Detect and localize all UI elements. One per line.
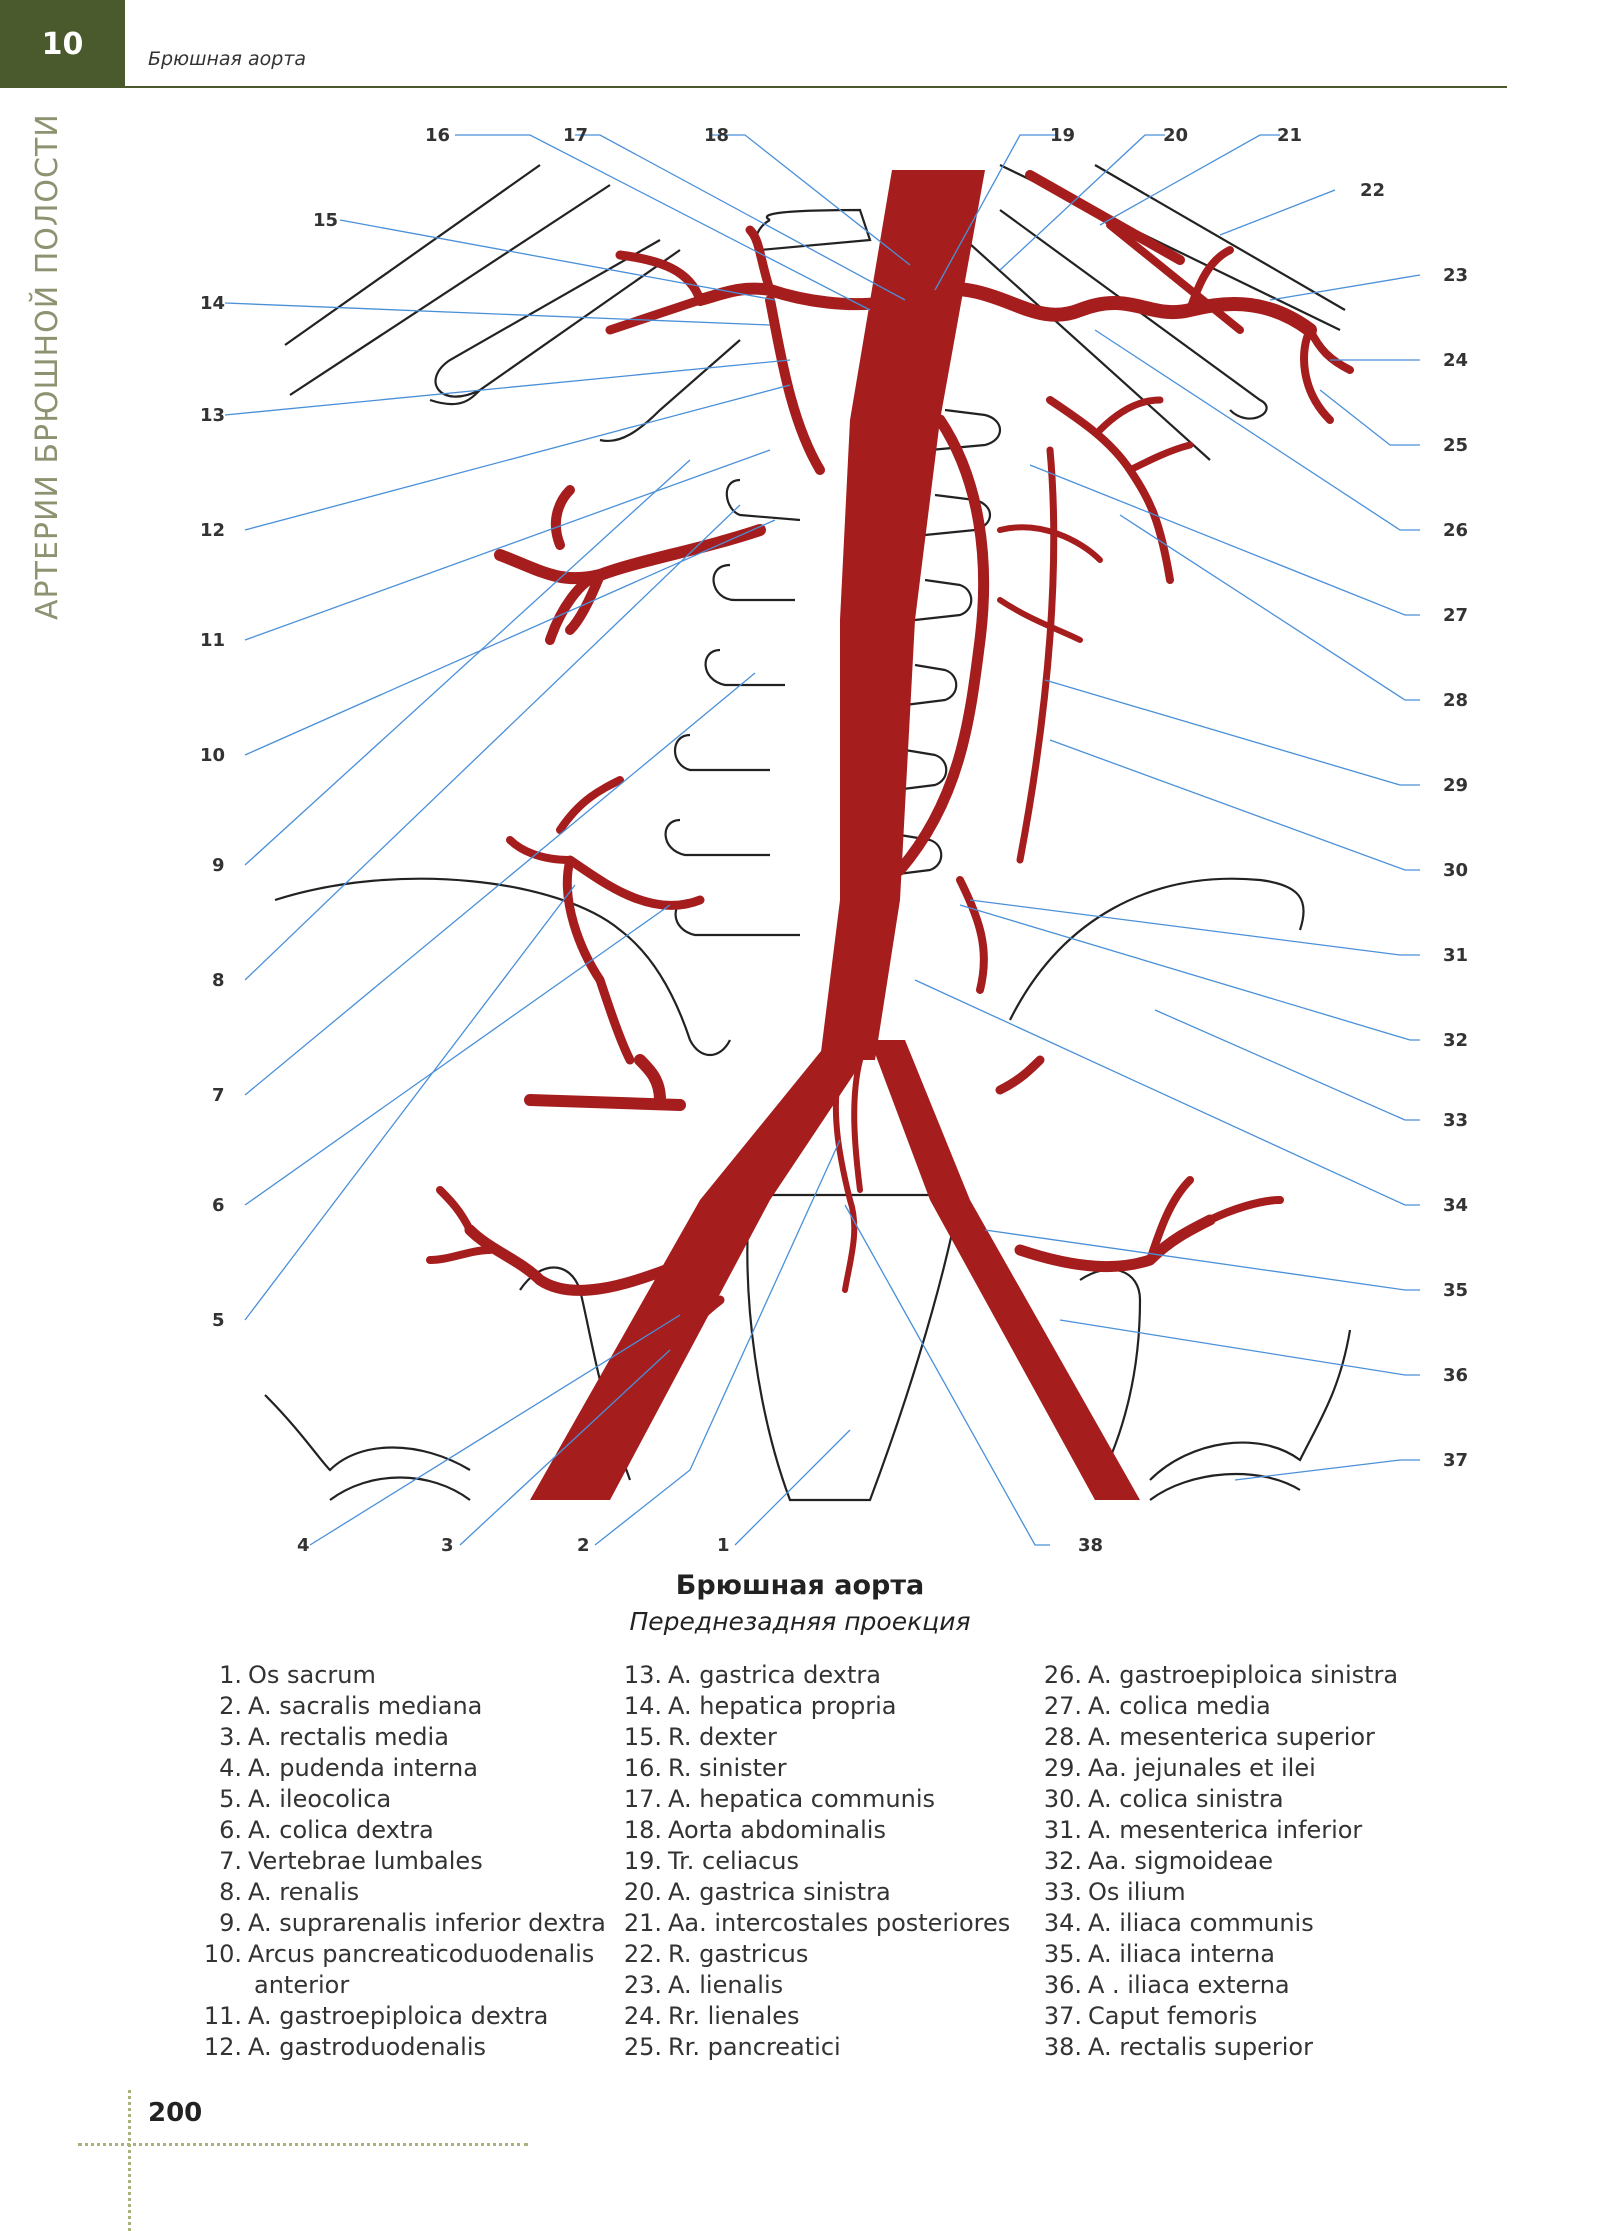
legend-column-1 (200, 1660, 606, 2063)
mesenterica-inferior (960, 880, 984, 990)
skeleton-outlines (265, 165, 1350, 1500)
legend-item-number: 33. (1043, 1878, 1082, 1906)
legend-item-text: A. mesenterica superior (1088, 1723, 1375, 1751)
legend-item-number: 27. (1043, 1692, 1082, 1720)
legend-item (1040, 1908, 1398, 1939)
legend-item-text: A. renalis (248, 1878, 360, 1906)
legend-item-number: 30. (1043, 1785, 1082, 1813)
splenic-artery (930, 289, 1310, 330)
label-3: 3 (441, 1535, 454, 1556)
legend-item-number: 22. (623, 1940, 662, 1968)
legend-item-text: anterior (254, 1971, 350, 1999)
label-15: 15 (313, 210, 339, 231)
legend-item (620, 1722, 1010, 1753)
legend-item-number: 13. (623, 1661, 662, 1689)
label-35: 35 (1443, 1280, 1469, 1301)
label-38: 38 (1078, 1535, 1104, 1556)
legend-item-text: A. gastrica sinistra (668, 1878, 891, 1906)
legend-item (200, 1815, 606, 1846)
legend-item-number: 12. (203, 2033, 242, 2061)
colica-media-branches (1100, 400, 1190, 470)
legend-item-text: A. rectalis superior (1088, 2033, 1313, 2061)
label-33: 33 (1443, 1110, 1469, 1131)
legend-item-text: A. iliaca interna (1088, 1940, 1275, 1968)
colica-media (1050, 400, 1170, 580)
legend-item-text: R. sinister (668, 1754, 787, 1782)
legend-item-number: 34. (1043, 1909, 1082, 1937)
vertebra-6 (666, 820, 770, 855)
legend-item-text: A. ileocolica (248, 1785, 392, 1813)
legend-item-number (200, 1970, 248, 2001)
label-9: 9 (212, 855, 225, 876)
legend-item (620, 1691, 1010, 1722)
gastroduodenal (770, 300, 820, 470)
footer-dotted-rule (78, 2143, 528, 2146)
colica-sinistra (1020, 450, 1054, 860)
legend-item-number: 15. (623, 1723, 662, 1751)
label-4: 4 (297, 1535, 310, 1556)
rib-right-3 (430, 250, 680, 404)
iliaca-communis-right (530, 1040, 870, 1500)
ilium-left (1010, 879, 1304, 1020)
footer-dotted-vertical (128, 2090, 131, 2231)
legend-item-number: 18. (623, 1816, 662, 1844)
label-10: 10 (200, 745, 226, 766)
legend-item-number: 20. (623, 1878, 662, 1906)
label-18: 18 (704, 125, 730, 146)
legend-item-number: 35. (1043, 1940, 1082, 1968)
vertebra-2 (727, 480, 800, 520)
label-31: 31 (1443, 945, 1469, 966)
legend-item (200, 2032, 606, 2063)
label-1: 1 (717, 1535, 730, 1556)
legend-item-number: 32. (1043, 1847, 1082, 1875)
legend-item-number: 3. (219, 1723, 242, 1751)
legend-item (620, 1660, 1010, 1691)
label-17: 17 (563, 125, 589, 146)
legend-item (1040, 1815, 1398, 1846)
femoral-head-left-2 (1150, 1474, 1300, 1500)
running-title: Брюшная аорта (148, 48, 307, 70)
figure-caption-subtitle: Переднезадняя проекция (629, 1607, 971, 1636)
legend-item-number: 21. (623, 1909, 662, 1937)
legend-item-number: 38. (1043, 2033, 1082, 2061)
legend-item (620, 2032, 1010, 2063)
legend-item-text: Rr. pancreatici (668, 2033, 841, 2061)
gastroepiploica-dextra (500, 530, 760, 578)
legend-item-number: 10. (203, 1940, 242, 1968)
legend-item-number: 26. (1043, 1661, 1082, 1689)
legend-item-number: 9. (219, 1909, 242, 1937)
legend-item-text: Arcus pancreaticoduodenalis (248, 1940, 595, 1968)
hepatic-branches (610, 230, 770, 330)
legend-item-text: A. colica media (1088, 1692, 1271, 1720)
legend-item-text: Aa. jejunales et ilei (1088, 1754, 1316, 1782)
vertebra-1 (756, 210, 870, 250)
label-11: 11 (200, 630, 226, 651)
label-22: 22 (1360, 180, 1386, 201)
legend-item (620, 1815, 1010, 1846)
label-28: 28 (1443, 690, 1469, 711)
legend-item (620, 1877, 1010, 1908)
iliac-left-branches (1000, 1060, 1040, 1090)
page-number: 200 (148, 2098, 203, 2128)
legend-item (200, 1753, 606, 1784)
legend-item-number: 29. (1043, 1754, 1082, 1782)
legend-item (620, 1939, 1010, 1970)
legend-item-text: Aa. sigmoideae (1088, 1847, 1273, 1875)
ileocolica (567, 860, 700, 1060)
legend-item-text: Os sacrum (248, 1661, 376, 1689)
legend-item-text: A. gastroepiploica dextra (248, 2002, 549, 2030)
legend-item (620, 1784, 1010, 1815)
femoral-head-left (1150, 1330, 1350, 1480)
legend-item (200, 1784, 606, 1815)
legend-item-number: 5. (219, 1785, 242, 1813)
legend-item (620, 2001, 1010, 2032)
label-21: 21 (1277, 125, 1303, 146)
legend-item-number: 14. (623, 1692, 662, 1720)
legend-item (200, 1877, 606, 1908)
label-7: 7 (212, 1085, 225, 1106)
label-16: 16 (425, 125, 451, 146)
legend-item-text: A. hepatica communis (668, 1785, 936, 1813)
legend-item-text: A. colica dextra (248, 1816, 434, 1844)
label-32: 32 (1443, 1030, 1469, 1051)
legend-item-text: A. suprarenalis inferior dextra (248, 1909, 606, 1937)
legend-item-text: A. colica sinistra (1088, 1785, 1284, 1813)
legend-item-text: A. pudenda interna (248, 1754, 478, 1782)
legend-item-number: 7. (219, 1847, 242, 1875)
legend-column-3 (1040, 1660, 1398, 2063)
legend-item (200, 1939, 606, 1970)
hepatic-communis (700, 289, 900, 305)
legend-item (1040, 2032, 1398, 2063)
legend-item (1040, 1877, 1398, 1908)
label-20: 20 (1163, 125, 1189, 146)
legend-item-text: A . iliaca externa (1088, 1971, 1290, 1999)
legend-item-number: 4. (219, 1754, 242, 1782)
label-8: 8 (212, 970, 225, 991)
legend-item-number: 28. (1043, 1723, 1082, 1751)
legend-item (200, 1908, 606, 1939)
label-24: 24 (1443, 350, 1469, 371)
legend-item (620, 1908, 1010, 1939)
legend-item-text: Os ilium (1088, 1878, 1186, 1906)
legend-item-text: R. dexter (668, 1723, 777, 1751)
legend-item-text: A. mesenterica inferior (1088, 1816, 1363, 1844)
legend-item-number: 11. (203, 2002, 242, 2030)
legend-item-text: R. gastricus (668, 1940, 809, 1968)
legend-item (1040, 1846, 1398, 1877)
legend-item-text: Tr. celiacus (668, 1847, 799, 1875)
label-25: 25 (1443, 435, 1469, 456)
legend-item-number: 36. (1043, 1971, 1082, 1999)
legend-item-text: A. lienalis (668, 1971, 784, 1999)
femoral-head-right (265, 1395, 470, 1470)
legend-item (620, 1846, 1010, 1877)
label-29: 29 (1443, 775, 1469, 796)
legend-item-text: A. sacralis mediana (248, 1692, 483, 1720)
label-2: 2 (577, 1535, 590, 1556)
legend-item-number: 6. (219, 1816, 242, 1844)
legend-item (200, 1660, 606, 1691)
legend-item-text: Vertebrae lumbales (248, 1847, 483, 1875)
pudenda-right (430, 1190, 490, 1260)
legend-item (1040, 1970, 1398, 2001)
legend-item (1040, 2001, 1398, 2032)
legend-item-text: A. hepatica propria (668, 1692, 897, 1720)
legend-item (620, 1753, 1010, 1784)
legend-item-number: 17. (623, 1785, 662, 1813)
legend-item-text: A. gastroepiploica sinistra (1088, 1661, 1399, 1689)
legend-item-number: 24. (623, 2002, 662, 2030)
colica-dextra (510, 780, 620, 860)
chapter-number: 10 (41, 26, 84, 62)
legend-item (1040, 1660, 1398, 1691)
vertebra-left-4 (905, 665, 956, 705)
legend-item-text: Aa. intercostales posteriores (668, 1909, 1011, 1937)
legend-item (1040, 1722, 1398, 1753)
legend-item-number: 8. (219, 1878, 242, 1906)
label-30: 30 (1443, 860, 1469, 881)
label-23: 23 (1443, 265, 1469, 286)
legend-item-number: 25. (623, 2033, 662, 2061)
label-36: 36 (1443, 1365, 1469, 1386)
label-37: 37 (1443, 1450, 1469, 1471)
legend-item (200, 1722, 606, 1753)
label-19: 19 (1050, 125, 1076, 146)
vertebra-4 (706, 650, 785, 685)
label-12: 12 (200, 520, 226, 541)
legend-item (200, 1846, 606, 1877)
legend-item (200, 1970, 606, 2001)
legend-item-number: 37. (1043, 2002, 1082, 2030)
legend-item (620, 1970, 1010, 2001)
legend-item-text: A. iliaca communis (1088, 1909, 1314, 1937)
vertebra-5 (675, 735, 770, 770)
label-34: 34 (1443, 1195, 1469, 1216)
label-5: 5 (212, 1310, 225, 1331)
legend-item-text: A. gastroduodenalis (248, 2033, 487, 2061)
vertebra-left-3 (915, 580, 971, 620)
label-27: 27 (1443, 605, 1469, 626)
legend-item (1040, 1939, 1398, 1970)
legend-item (1040, 1784, 1398, 1815)
label-6: 6 (212, 1195, 225, 1216)
legend-item-number: 31. (1043, 1816, 1082, 1844)
interna-left (1020, 1220, 1210, 1267)
legend-item-number: 23. (623, 1971, 662, 1999)
figure-caption-title: Брюшная аорта (675, 1570, 925, 1601)
legend-item-text: Caput femoris (1088, 2002, 1258, 2030)
legend-column-2 (620, 1660, 1010, 2063)
side-chapter-title: АРТЕРИИ БРЮШНОЙ ПОЛОСТИ (30, 113, 65, 620)
legend-item-number: 2. (219, 1692, 242, 1720)
legend-item-number: 1. (219, 1661, 242, 1689)
label-13: 13 (200, 405, 226, 426)
legend-item (1040, 1691, 1398, 1722)
iliac-right-branches (530, 1060, 680, 1105)
legend-item (200, 1691, 606, 1722)
legend-item-text: Aorta abdominalis (668, 1816, 886, 1844)
leader-lines (225, 135, 1420, 1545)
rib-right-inner (436, 240, 660, 397)
label-14: 14 (200, 293, 226, 314)
legend-item-text: Rr. lienales (668, 2002, 800, 2030)
legend-item-text: A. rectalis media (248, 1723, 449, 1751)
sacralis-mediana (854, 1060, 860, 1190)
vertebra-3 (714, 565, 795, 600)
legend-item (1040, 1753, 1398, 1784)
legend-item-text: A. gastrica dextra (668, 1661, 881, 1689)
arteries (430, 170, 1350, 1500)
legend-item-number: 19. (623, 1847, 662, 1875)
legend-item-number: 16. (623, 1754, 662, 1782)
rib-right-4 (600, 340, 740, 441)
legend-item (200, 2001, 606, 2032)
label-26: 26 (1443, 520, 1469, 541)
